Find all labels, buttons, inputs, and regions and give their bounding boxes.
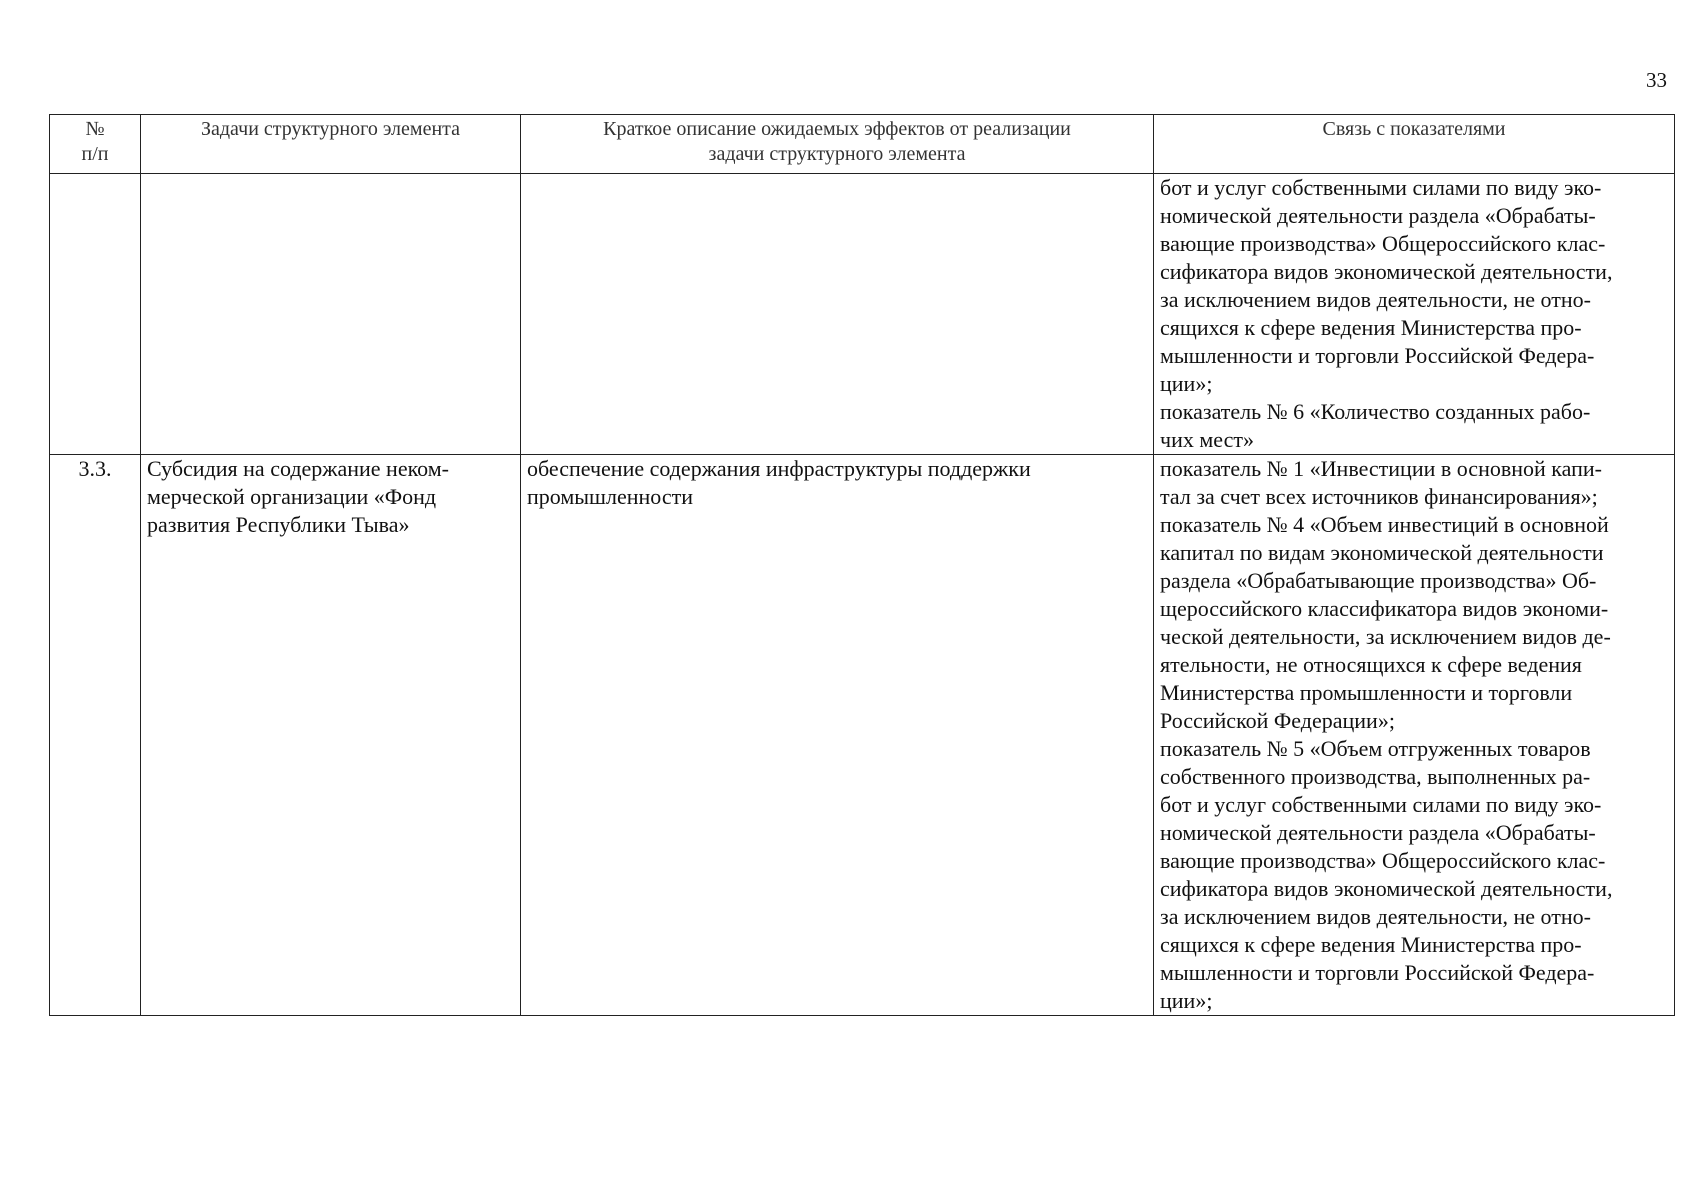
indicators-cell bbox=[1154, 174, 1675, 455]
indicator-line: вающие производства» Общероссийского клас- bbox=[1160, 231, 1606, 256]
indicator-line: за исключением видов деятельности, не отно- bbox=[1160, 287, 1591, 312]
structural-element-tasks-table bbox=[49, 114, 1675, 1016]
indicator-line: сификатора видов экономической деятельности, bbox=[1160, 259, 1613, 284]
header-description bbox=[521, 115, 1154, 174]
task-line: Субсидия на содержание неком- bbox=[147, 456, 449, 481]
indicator-line: чих мест» bbox=[1160, 427, 1254, 452]
header-number-line: п/п bbox=[81, 143, 109, 165]
table-header-row bbox=[50, 115, 1675, 174]
header-number bbox=[50, 115, 141, 174]
description-line: промышленности bbox=[527, 484, 693, 509]
indicator-line: мышленности и торговли Российской Федера- bbox=[1160, 343, 1595, 368]
indicator-line: сящихся к сфере ведения Министерства про- bbox=[1160, 315, 1582, 340]
task-line: развития Республики Тыва» bbox=[147, 512, 410, 537]
header-indicators bbox=[1154, 115, 1675, 174]
indicator-line: собственного производства, выполненных ра- bbox=[1160, 764, 1591, 789]
header-task bbox=[141, 115, 521, 174]
indicator-line: номической деятельности раздела «Обрабаты- bbox=[1160, 203, 1596, 228]
indicator-line: сящихся к сфере ведения Министерства про- bbox=[1160, 932, 1582, 957]
description-line: обеспечение содержания инфраструктуры поддержки bbox=[527, 456, 1031, 481]
header-description-line: задачи структурного элемента bbox=[708, 143, 966, 165]
row-number-cell: 3.3. bbox=[50, 455, 141, 1016]
indicator-line: ции»; bbox=[1160, 371, 1213, 396]
indicator-line: Министерства промышленности и торговли bbox=[1160, 680, 1573, 705]
indicator-line: тал за счет всех источников финансирования»; bbox=[1160, 484, 1598, 509]
indicator-line: вающие производства» Общероссийского клас- bbox=[1160, 848, 1606, 873]
indicator-line: показатель № 4 «Объем инвестиций в основной bbox=[1160, 512, 1609, 537]
header-number-line: № bbox=[85, 118, 105, 140]
header-task-label: Задачи структурного элемента bbox=[200, 118, 461, 140]
indicator-line: Российской Федерации»; bbox=[1160, 708, 1395, 733]
table-row bbox=[50, 455, 1675, 1016]
indicator-line: щероссийского классификатора видов экономи- bbox=[1160, 596, 1609, 621]
indicator-line: мышленности и торговли Российской Федера- bbox=[1160, 960, 1595, 985]
indicators-cell bbox=[1154, 455, 1675, 1016]
indicator-line: капитал по видам экономической деятельности bbox=[1160, 540, 1604, 565]
page-number: 33 bbox=[1646, 68, 1667, 92]
indicator-line: ции»; bbox=[1160, 988, 1213, 1013]
indicator-line: показатель № 5 «Объем отгруженных товаров bbox=[1160, 736, 1591, 761]
indicator-line: бот и услуг собственными силами по виду эко- bbox=[1160, 175, 1602, 200]
indicator-line: раздела «Обрабатывающие производства» Об- bbox=[1160, 568, 1597, 593]
table-row bbox=[50, 174, 1675, 455]
indicator-line: бот и услуг собственными силами по виду эко- bbox=[1160, 792, 1602, 817]
indicator-line: показатель № 1 «Инвестиции в основной капи- bbox=[1160, 456, 1602, 481]
row-number-cell bbox=[50, 174, 141, 455]
indicator-line: ятельности, не относящихся к сфере ведения bbox=[1160, 652, 1582, 677]
header-indicators-label: Связь с показателями bbox=[1322, 118, 1506, 140]
description-cell bbox=[521, 174, 1154, 455]
indicator-line: за исключением видов деятельности, не отно- bbox=[1160, 904, 1591, 929]
header-description-line: Краткое описание ожидаемых эффектов от реализации bbox=[603, 118, 1071, 140]
task-line: мерческой организации «Фонд bbox=[147, 484, 437, 509]
indicator-line: номической деятельности раздела «Обрабаты- bbox=[1160, 820, 1596, 845]
indicator-line: ческой деятельности, за исключением видов де- bbox=[1160, 624, 1611, 649]
task-cell bbox=[141, 174, 521, 455]
indicator-line: сификатора видов экономической деятельности, bbox=[1160, 876, 1613, 901]
description-cell bbox=[521, 455, 1154, 1016]
task-cell bbox=[141, 455, 521, 1016]
indicator-line: показатель № 6 «Количество созданных рабо- bbox=[1160, 399, 1591, 424]
